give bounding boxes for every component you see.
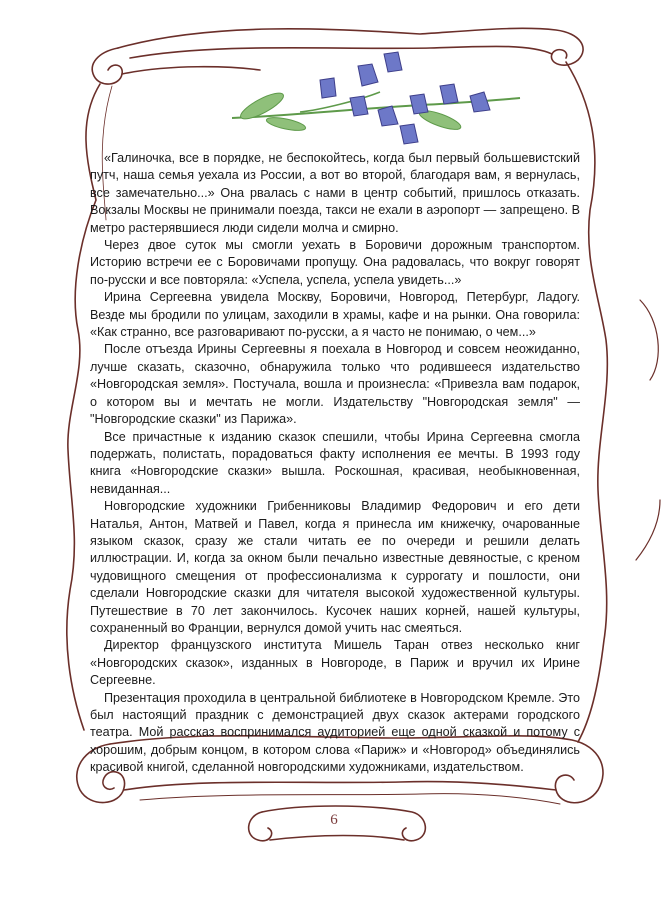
paragraph: После отъезда Ирины Сергеевны я поехала в Новгород и совсем неожиданно, лучше сказать, сказочно, обнаружила только что родившееся издательство «Новгородская земля». Постучала, вошла и произнесла: «Привезла вам подарок, о котором вы и мечтать не могли. Издательству "Новгородская земля" — "Новгородские сказки" из Парижа». [90, 342, 580, 427]
bellflower-sprig-illustration [232, 52, 520, 144]
page-number: 6 [330, 812, 338, 828]
paragraph: Новгородские художники Грибенниковы Владимир Федорович и его дети Наталья, Антон, Матвей и Павел, когда я принесла им книжечку, очарованные языком сказок, сразу же стали читать ее по очереди и решили делать иллюстрации. И, когда за окном были печально известные девяностые, с креном чудовищного смещения от профессионализма к суррогату и пошлости, они сделали Новгородские сказки для читателя высокой художественной культуры. Путешествие в 70 лет закончилось. Кусочек наших корней, нашей культуры, сохраненный во Франции, вернулся домой учить нас смеяться. [90, 499, 580, 635]
paragraph: Директор французского института Мишель Таран отвез несколько книг «Новгородских сказок», изданных в Новгороде, в Париж и вручил их Ирине Сергеевне. [90, 638, 580, 688]
story-text [90, 150, 580, 777]
paragraph: «Галиночка, все в порядке, не беспокойтесь, когда был первый большевистский путч, наша семья уехала из России, а вот во второй, благодаря вам, я вернулась, все замечательно...» Она рвалась с нами в центр событий, пришлось отказать. Вокзалы Москвы не принимали поезда, такси не ехали в аэропорт — запрещено. В метро растерявшиеся люди сидели молча и смирно. [90, 151, 580, 235]
paragraph: Презентация проходила в центральной библиотеке в Новгородском Кремле. Это был настоящий праздник с демонстрацией двух сказок актерами городского театра. Мой рассказ воспринимался аудиторией еще одной сказкой и потому с хорошим, добрым концом, в котором слова «Париж» и «Новгород» объединялись красивой книгой, сделанной новгородскими художниками, издательством. [90, 690, 580, 775]
paragraph: Ирина Сергеевна увидела Москву, Боровичи, Новгород, Петербург, Ладогу. Везде мы бродили по улицам, заходили в храмы, кафе и на рынки. Она говорила: «Как странно, все разговаривают по-русски, а я часто не понимаю, о чем...» [90, 290, 580, 340]
paragraph: Все причастные к изданию сказок спешили, чтобы Ирина Сергеевна смогла подержать, полистать, порадоваться факту исполнения ее мечты. В 1993 году книга «Новгородские сказки» вышла. Роскошная, красивая, необыкновенная, невиданная... [90, 429, 580, 496]
paragraph: Через двое суток мы смогли уехать в Боровичи дорожным транспортом. Историю встречи ее с Боровичами пропущу. Она радовалась, что вокруг говорят по-русски и все повторяла: «Успела, успела, успела увидеть...» [90, 238, 580, 287]
